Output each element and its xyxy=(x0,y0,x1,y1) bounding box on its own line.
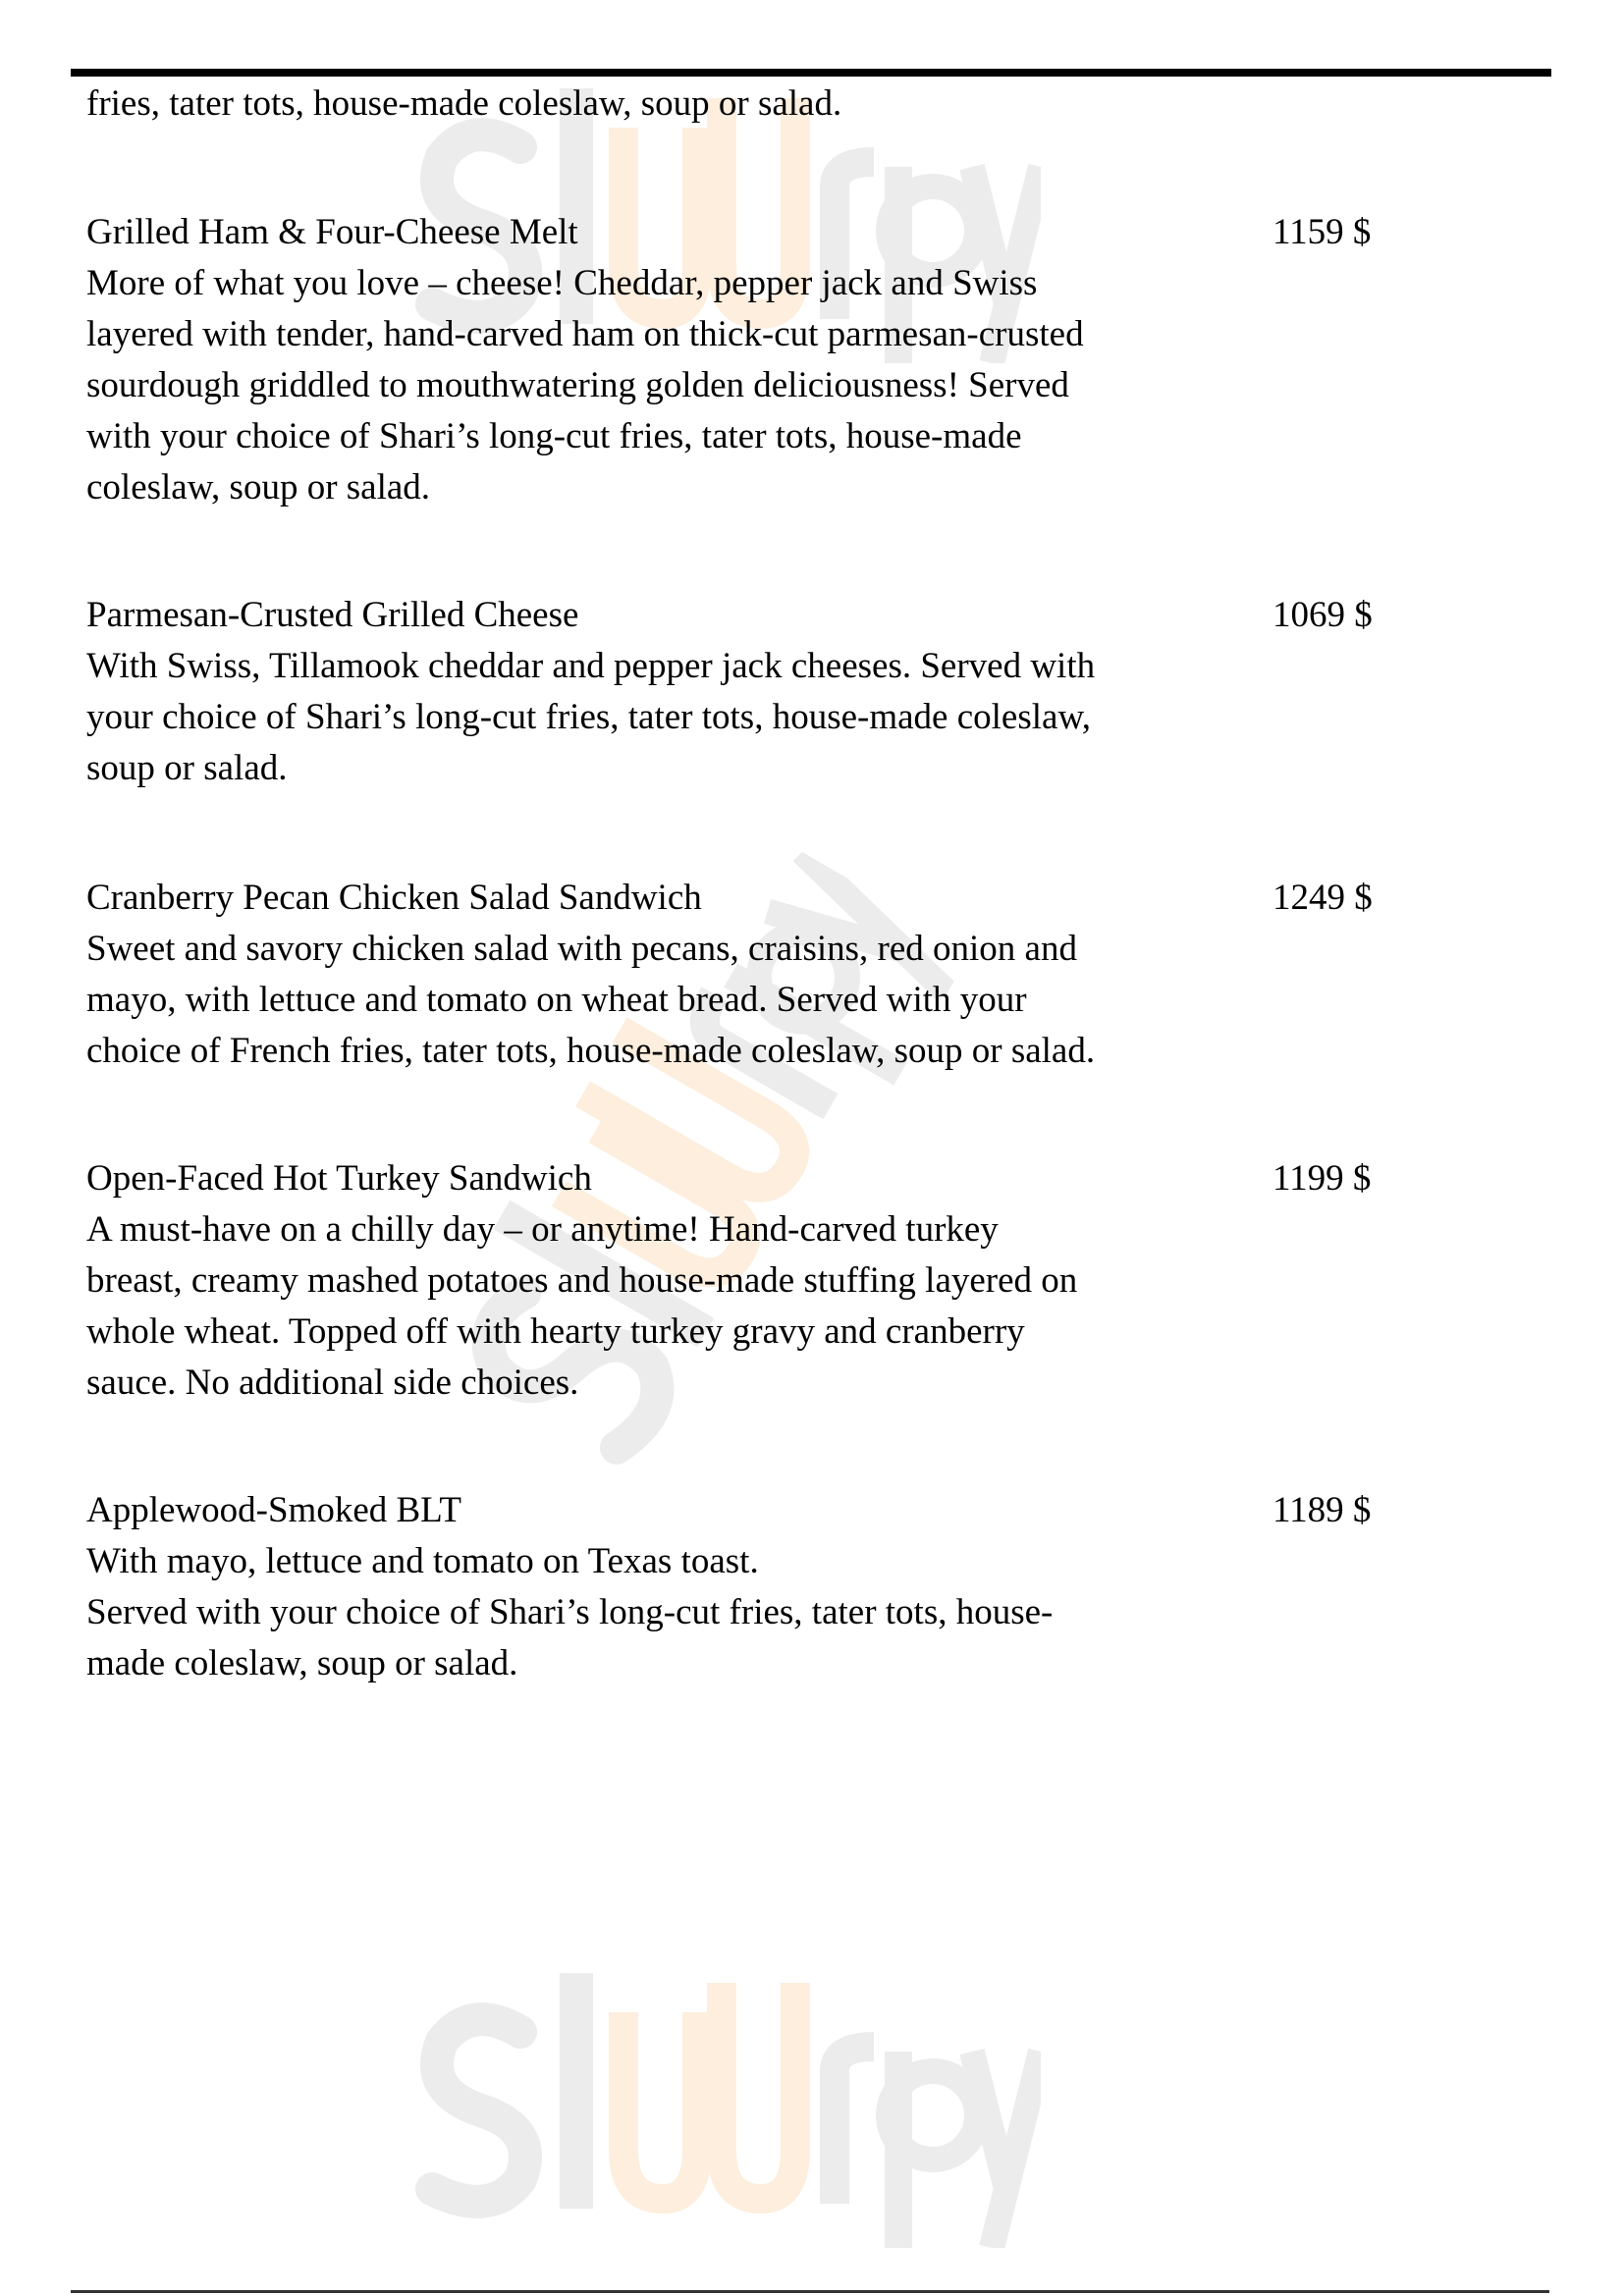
item-price: 1199 $ xyxy=(1272,1158,1372,1199)
description-line: More of what you love – cheese! Cheddar, pepper jack and Swiss xyxy=(86,263,1038,303)
description-line: A must-have on a chilly day – or anytime! Hand-carved turkey xyxy=(86,1209,999,1250)
item-name: Applewood-Smoked BLT xyxy=(86,1490,461,1530)
description-line: sauce. No additional side choices. xyxy=(86,1362,579,1403)
description-line: With Swiss, Tillamook cheddar and pepper jack cheeses. Served with xyxy=(86,646,1096,686)
top-divider xyxy=(71,69,1551,77)
item-price: 1249 $ xyxy=(1272,878,1373,918)
description-line: With mayo, lettuce and tomato on Texas toast. xyxy=(86,1541,759,1581)
bottom-divider xyxy=(71,2290,1549,2293)
description-line: soup or salad. xyxy=(86,748,288,788)
menu-item-blt xyxy=(86,1485,1245,1689)
description-line: your choice of Shari’s long-cut fries, tater tots, house-made coleslaw, xyxy=(86,697,1092,737)
description-line: choice of French fries, tater tots, house-made coleslaw, soup or salad. xyxy=(86,1031,1096,1071)
description-line: fries, tater tots, house-made coleslaw, soup or salad. xyxy=(86,83,842,124)
item-price: 1189 $ xyxy=(1272,1490,1372,1530)
description-line: sourdough griddled to mouthwatering golden deliciousness! Served xyxy=(86,365,1069,405)
item-name: Parmesan-Crusted Grilled Cheese xyxy=(86,595,579,635)
description-line: layered with tender, hand-carved ham on thick-cut parmesan-crusted xyxy=(86,314,1084,354)
menu-item-parmesan-grilled-cheese xyxy=(86,590,1245,794)
item-name: Grilled Ham & Four-Cheese Melt xyxy=(86,212,578,252)
description-line: coleslaw, soup or salad. xyxy=(86,467,431,507)
menu-item-cranberry-pecan xyxy=(86,873,1245,1077)
item-name: Cranberry Pecan Chicken Salad Sandwich xyxy=(86,878,702,918)
item-price: 1069 $ xyxy=(1272,595,1373,635)
continued-description xyxy=(86,79,1245,130)
description-line: whole wheat. Topped off with hearty turkey gravy and cranberry xyxy=(86,1311,1025,1352)
description-line: mayo, with lettuce and tomato on wheat bread. Served with your xyxy=(86,980,1027,1020)
description-line: Sweet and savory chicken salad with pecans, craisins, red onion and xyxy=(86,929,1077,969)
description-line: with your choice of Shari’s long-cut fries, tater tots, house-made xyxy=(86,416,1022,456)
menu-item-hot-turkey xyxy=(86,1153,1245,1409)
item-name: Open-Faced Hot Turkey Sandwich xyxy=(86,1158,592,1199)
description-line: made coleslaw, soup or salad. xyxy=(86,1643,518,1683)
description-line: breast, creamy mashed potatoes and house-made stuffing layered on xyxy=(86,1260,1078,1301)
description-line: Served with your choice of Shari’s long-cut fries, tater tots, house- xyxy=(86,1592,1054,1632)
watermark-logo-bottom xyxy=(412,1953,1041,2248)
menu-item-grilled-ham xyxy=(86,207,1245,513)
item-price: 1159 $ xyxy=(1272,212,1372,252)
